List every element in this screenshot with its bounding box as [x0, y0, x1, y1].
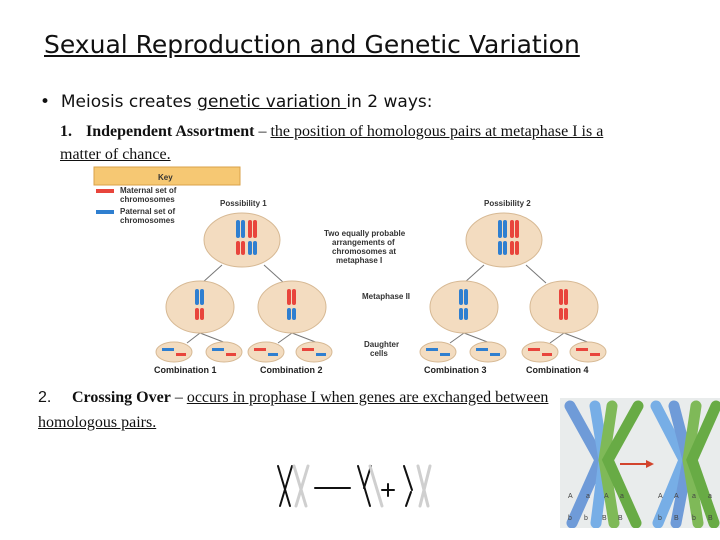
combination-3-label: Combination 3: [424, 365, 487, 375]
key-paternal-line2: chromosomes: [120, 216, 175, 225]
key-maternal-line2: chromosomes: [120, 195, 175, 204]
combination-4-label: Combination 4: [526, 365, 589, 375]
center-note-line3: chromosomes at: [332, 247, 397, 256]
svg-text:A: A: [674, 493, 679, 500]
metaphase-ii-label: Metaphase II: [362, 292, 411, 301]
crossing-over-chromosome-image: [560, 398, 720, 528]
svg-text:A: A: [568, 493, 573, 500]
metaphase-ii-cells: [166, 281, 598, 333]
combination-2-label: Combination 2: [260, 365, 323, 375]
combination-1-label: Combination 1: [154, 365, 217, 375]
center-note-line1: Two equally probable: [324, 229, 406, 238]
slide-title: Sexual Reproduction and Genetic Variation: [44, 30, 580, 59]
svg-text:B: B: [618, 515, 623, 522]
svg-text:b: b: [568, 515, 572, 522]
svg-text:a: a: [708, 493, 712, 500]
item-independent-assortment: [60, 120, 620, 166]
bullet-text-after: in 2 ways:: [346, 92, 433, 112]
key-paternal-line1: Paternal set of: [120, 207, 176, 216]
svg-text:B: B: [708, 515, 713, 522]
independent-assortment-diagram: [92, 165, 632, 377]
svg-text:B: B: [674, 515, 679, 522]
item-definition: the position of homologous pairs at metaphase I is a matter of chance.: [60, 123, 604, 163]
diagram-key: [94, 167, 240, 225]
bullet-meiosis: [40, 92, 432, 112]
possibility-2-label: Possibility 2: [484, 199, 531, 208]
center-note-line2: arrangements of: [332, 238, 395, 247]
item-term: Crossing Over: [72, 389, 171, 406]
bullet-text-underlined: genetic variation: [197, 92, 347, 112]
division-arrows: [187, 265, 590, 343]
svg-text:a: a: [586, 493, 590, 500]
item-term: Independent Assortment: [86, 123, 255, 140]
daughter-cells-label-line1: Daughter: [364, 340, 400, 349]
svg-text:a: a: [692, 493, 696, 500]
possibility-1-label: Possibility 1: [220, 199, 267, 208]
bullet-marker: •: [40, 92, 51, 112]
item-dash: –: [170, 389, 187, 406]
maternal-swatch: [96, 189, 114, 193]
svg-text:A: A: [604, 493, 609, 500]
paternal-swatch: [96, 210, 114, 214]
key-title: Key: [158, 173, 173, 182]
svg-text:A: A: [658, 493, 663, 500]
svg-text:b: b: [658, 515, 662, 522]
item-number: 2.: [38, 389, 52, 406]
daughter-cells-label-line2: cells: [370, 349, 388, 358]
svg-text:B: B: [602, 515, 607, 522]
bullet-text-before: Meiosis creates: [60, 92, 198, 112]
svg-text:b: b: [584, 515, 588, 522]
crossing-over-sketch: [270, 462, 440, 512]
item-number: 1.: [60, 123, 72, 140]
item-definition: occurs in prophase I when genes are exchanged between homologous pairs.: [38, 389, 549, 431]
svg-text:b: b: [692, 515, 696, 522]
svg-text:a: a: [620, 493, 624, 500]
center-note-line4: metaphase I: [336, 256, 383, 265]
key-maternal-line1: Maternal set of: [120, 186, 177, 195]
item-crossing-over: [38, 385, 608, 435]
item-dash: –: [254, 123, 271, 140]
